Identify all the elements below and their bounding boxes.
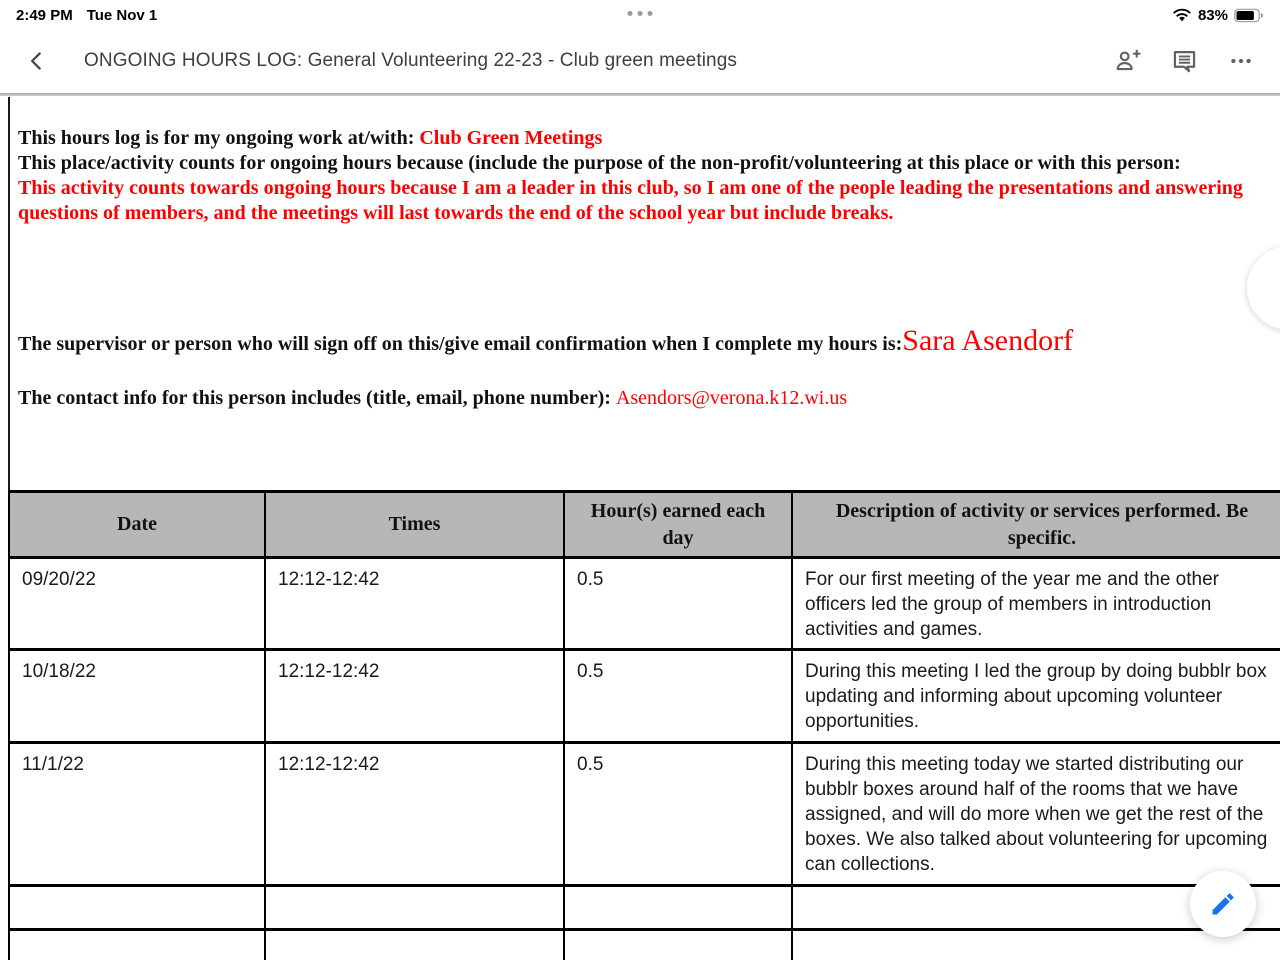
contact-label: The contact info for this person includes (title, email, phone number): (18, 387, 616, 409)
cell-date (9, 930, 265, 960)
col-header-hours: Hour(s) earned each day (564, 492, 792, 558)
cell-hours (564, 930, 792, 960)
app-header (0, 28, 1280, 93)
status-date: Tue Nov 1 (86, 6, 158, 24)
cell-date: 09/20/22 (9, 558, 265, 650)
cell-hours: 0.5 (564, 650, 792, 743)
clock: 2:49 PM (16, 6, 73, 24)
document-title: ONGOING HOURS LOG: General Volunteering 22-23 - Club green meetings (84, 49, 737, 71)
intro-paragraphs (18, 126, 1270, 226)
wifi-icon (1172, 7, 1192, 23)
supervisor-label: The supervisor or person who will sign off on this/give email confirmation when I complete my hours is: (18, 333, 903, 355)
person-add-icon (1114, 47, 1141, 74)
cell-times (265, 930, 564, 960)
edit-fab[interactable] (1190, 871, 1256, 937)
cell-times (265, 886, 564, 930)
cell-hours: 0.5 (564, 558, 792, 650)
back-button[interactable] (18, 42, 56, 80)
cell-hours (564, 886, 792, 930)
purpose-prompt: This place/activity counts for ongoing hours because (include the purpose of the non-profit/volunteering at this place or with this person: (18, 152, 1181, 174)
more-options-button[interactable] (1222, 42, 1260, 80)
cell-date: 11/1/22 (9, 743, 265, 886)
table-row-empty (9, 886, 1280, 930)
pencil-icon (1209, 890, 1237, 918)
hours-table (8, 490, 1280, 960)
document-canvas (0, 96, 1280, 960)
cell-description: For our first meeting of the year me and the other officers led the group of members in introduction activities and games. (792, 558, 1280, 650)
cell-description: During this meeting I led the group by doing bubblr box updating and informing about upcoming volunteer opportunities. (792, 650, 1280, 743)
hours-log-label: This hours log is for my ongoing work at/with: (18, 127, 420, 149)
col-header-description: Description of activity or services performed. Be specific. (792, 492, 1280, 558)
cell-times: 12:12-12:42 (265, 558, 564, 650)
hours-log-value: Club Green Meetings (419, 127, 603, 149)
contact-line (18, 387, 1270, 410)
battery-icon (1234, 8, 1264, 23)
table-row (9, 650, 1280, 743)
col-header-date: Date (9, 492, 265, 558)
supervisor-name: Sara Asendorf (902, 324, 1074, 357)
table-row-empty (9, 930, 1280, 960)
table-header-row (9, 492, 1280, 558)
battery-percent: 83% (1197, 6, 1228, 24)
contact-value: Asendors@verona.k12.wi.us (615, 387, 848, 409)
table-row (9, 743, 1280, 886)
multitask-indicator-icon (628, 11, 653, 16)
cell-date: 10/18/22 (9, 650, 265, 743)
cell-description: During this meeting today we started distributing our bubblr boxes around half of the rooms that we have assigned, and will do more when we get the rest of the boxes. We also talked about volunteering for upcoming can collections. (792, 743, 1280, 886)
cell-times: 12:12-12:42 (265, 650, 564, 743)
three-dots-icon (1228, 48, 1254, 74)
cell-hours: 0.5 (564, 743, 792, 886)
hours-log-line (18, 126, 1270, 151)
cell-date (9, 886, 265, 930)
supervisor-line (18, 324, 1270, 358)
comments-button[interactable] (1165, 41, 1204, 80)
hours-table-wrap (8, 490, 1280, 960)
table-row (9, 558, 1280, 650)
cell-times: 12:12-12:42 (265, 743, 564, 886)
col-header-times: Times (265, 492, 564, 558)
cell-description (792, 930, 1280, 960)
peek-circle (1247, 246, 1280, 330)
chevron-left-icon (24, 48, 50, 74)
comment-icon (1171, 47, 1198, 74)
status-bar (0, 0, 1280, 28)
purpose-answer: This activity counts towards ongoing hours because I am a leader in this club, so I am one of the people leading the presentations and answering questions of members, and the meetings will last towards the end of the school year but include breaks. (18, 177, 1243, 224)
share-button[interactable] (1108, 41, 1147, 80)
